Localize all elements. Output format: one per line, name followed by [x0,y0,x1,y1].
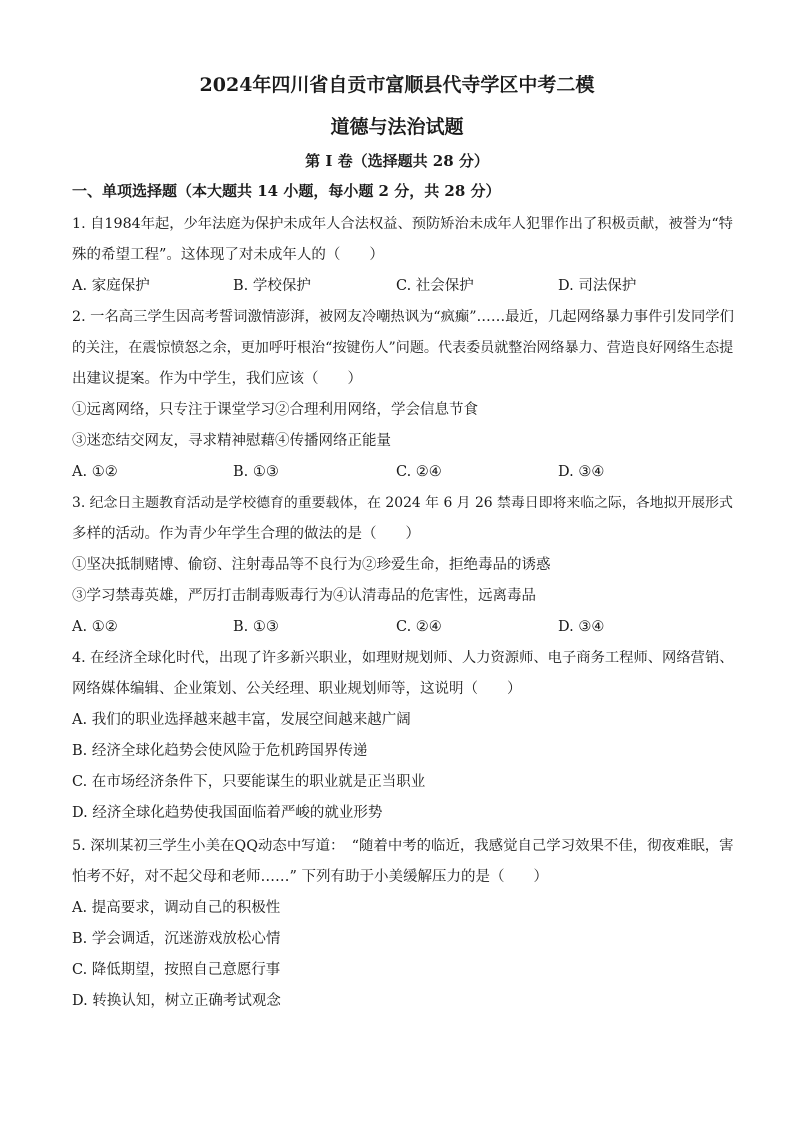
question-1-line-1: 1. 自1984年起，少年法庭为保护未成年人合法权益、预防矫治未成年人犯罪作出了积极贡献，被誉为“特 [72,216,733,232]
q1-option-b: B. 学校保护 [233,278,311,294]
question-2-line-3: 出建议提案。作为中学生，我们应该（ ） [72,371,362,387]
q1-option-a: A. 家庭保护 [72,278,150,294]
question-4-line-1: 4. 在经济全球化时代，出现了许多新兴职业，如理财规划师、人力资源师、电子商务工程师、网络营销、 [72,650,734,666]
q2-option-c: C. ②④ [396,464,442,480]
q4-option-c: C. 在市场经济条件下，只要能谋生的职业就是正当职业 [72,774,426,790]
q1-option-d: D. 司法保护 [558,278,637,294]
question-3-line-2: 多样的活动。作为青少年学生合理的做法的是（ ） [72,526,420,542]
exam-subtitle: 道德与法治试题 [330,116,464,138]
exam-title: 2024年四川省自贡市富顺县代寺学区中考二模 [199,74,595,96]
q4-option-a: A. 我们的职业选择越来越丰富，发展空间越来越广阔 [72,712,411,728]
q5-option-c: C. 降低期望，按照自己意愿行事 [72,962,281,978]
q2-option-d: D. ③④ [558,464,605,480]
question-2-line-2: 的关注，在震惊愤怒之余，更加呼吁根治“按键伤人”问题。代表委员就整治网络暴力、营造良好网络生态提 [72,340,734,356]
section-heading: 一、单项选择题（本大题共 14 小题，每小题 2 分，共 28 分） [72,182,501,200]
question-2-choices-2: ③迷恋结交网友，寻求精神慰藉④传播网络正能量 [72,433,391,449]
q2-option-a: A. ①② [72,464,118,480]
q4-option-b: B. 经济全球化趋势会使风险于危机跨国界传递 [72,743,368,759]
question-5-line-2: 怕考不好，对不起父母和老师……” 下列有助于小美缓解压力的是（ ） [72,869,549,885]
q3-option-b: B. ①③ [233,619,279,635]
question-4-line-2: 网络媒体编辑、企业策划、公关经理、职业规划师等，这说明（ ） [72,681,522,697]
q5-option-d: D. 转换认知，树立正确考试观念 [72,993,281,1009]
volume-heading: 第 I 卷（选择题共 28 分） [305,152,489,170]
q1-option-c: C. 社会保护 [396,278,474,294]
question-5-line-1: 5. 深圳某初三学生小美在QQ动态中写道： “随着中考的临近，我感觉自己学习效果不佳，彻夜难眠，害 [72,838,734,854]
q3-option-c: C. ②④ [396,619,442,635]
q2-option-b: B. ①③ [233,464,279,480]
q5-option-b: B. 学会调适，沉迷游戏放松心情 [72,931,281,947]
q4-option-d: D. 经济全球化趋势使我国面临着严峻的就业形势 [72,805,383,821]
question-3-choices-1: ①坚决抵制赌博、偷窃、注射毒品等不良行为②珍爱生命，拒绝毒品的诱惑 [72,557,551,573]
question-3-choices-2: ③学习禁毒英雄，严厉打击制毒贩毒行为④认清毒品的危害性，远离毒品 [72,588,536,604]
q5-option-a: A. 提高要求，调动自己的积极性 [72,900,281,916]
question-1-line-2: 殊的希望工程”。这体现了对未成年人的（ ） [72,247,384,263]
q3-option-d: D. ③④ [558,619,605,635]
question-3-line-1: 3. 纪念日主题教育活动是学校德育的重要载体，在 2024 年 6 月 26 禁毒日即将来临之际，各地拟开展形式 [72,495,733,511]
question-2-choices-1: ①远离网络，只专注于课堂学习②合理利用网络，学会信息节食 [72,402,478,418]
question-2-line-1: 2. 一名高三学生因高考誓词激情澎湃，被网友冷嘲热讽为“疯癫”……最近，几起网络暴力事件引发同学们 [72,309,734,325]
q3-option-a: A. ①② [72,619,118,635]
